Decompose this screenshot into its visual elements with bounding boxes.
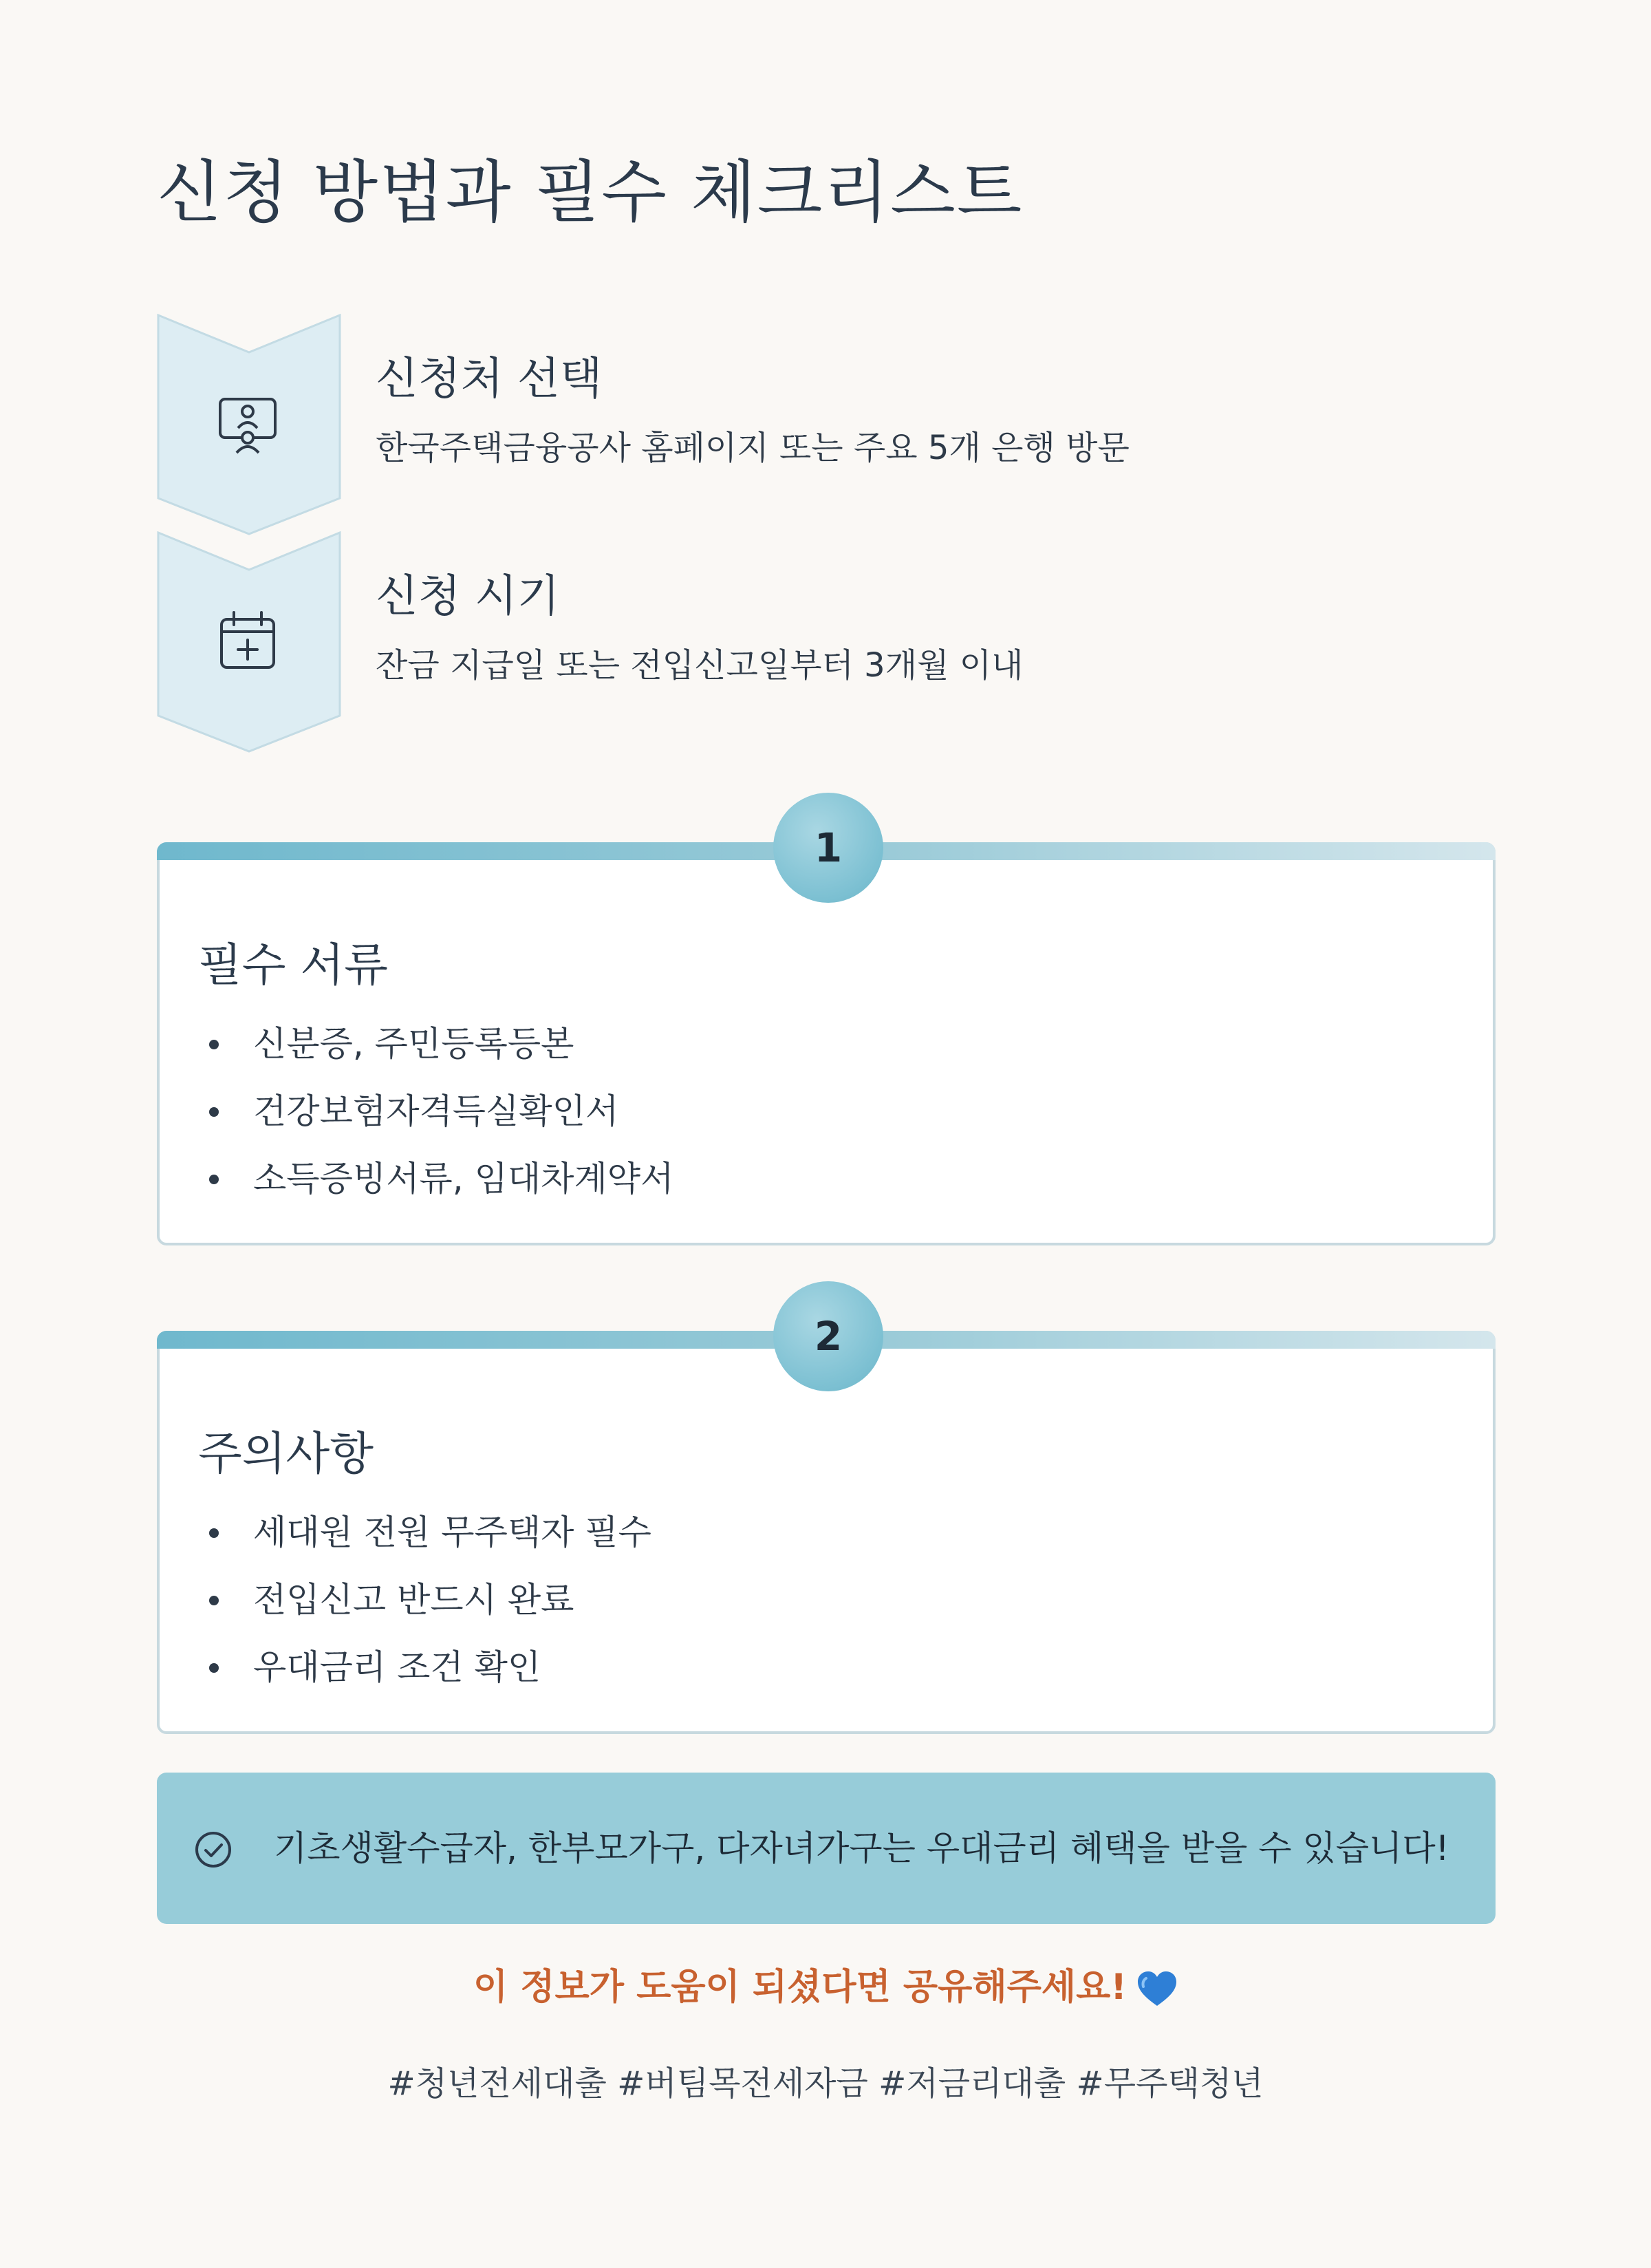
- list-item-text: 신분증, 주민등록등본: [253, 1024, 574, 1064]
- step-description: 한국주택금융공사 홈페이지 또는 주요 5개 은행 방문: [376, 429, 1130, 467]
- check-circle-icon: [194, 1830, 233, 1869]
- list-item: [198, 1499, 651, 1566]
- list-item: [198, 1145, 673, 1212]
- card-number-badge: 2: [773, 1281, 883, 1391]
- list-item-text: 우대금리 조건 확인: [253, 1647, 541, 1687]
- list-item-text: 건강보험자격득실확인서: [253, 1091, 619, 1131]
- step-apply-location: [157, 314, 1498, 534]
- card-number-badge: 1: [773, 793, 883, 903]
- step-title: 신청처 선택: [376, 354, 603, 405]
- list-item-text: 세대원 전원 무주택자 필수: [253, 1512, 651, 1552]
- bullet-icon: [209, 1528, 219, 1538]
- required-documents-card: [157, 824, 1496, 1245]
- list-item: [198, 1010, 673, 1078]
- bullet-icon: [209, 1663, 219, 1673]
- preferential-rate-notice: [157, 1773, 1496, 1924]
- share-callout: [0, 1960, 1651, 2015]
- list-item: [198, 1078, 673, 1145]
- page-title: 신청 방법과 필수 체크리스트: [157, 153, 1024, 232]
- bullet-icon: [209, 1596, 219, 1605]
- step-title: 신청 시기: [376, 571, 560, 622]
- list-item: [198, 1566, 651, 1634]
- bullet-icon: [209, 1040, 219, 1049]
- card-list: [198, 1499, 651, 1701]
- hashtags: #청년전세대출 #버팀목전세자금 #저금리대출 #무주택청년: [387, 2064, 1264, 2103]
- step-description: 잔금 지급일 또는 전입신고일부터 3개월 이내: [376, 646, 1024, 685]
- share-text: 이 정보가 도움이 되셨다면 공유해주세요!: [473, 1967, 1127, 2008]
- card-title: 필수 서류: [198, 939, 389, 992]
- video-call-icon: [213, 389, 282, 458]
- blue-heart-icon: [1136, 1970, 1178, 2009]
- cautions-card: [157, 1313, 1496, 1734]
- list-item-text: 소득증빙서류, 임대차계약서: [253, 1159, 674, 1199]
- card-title: 주의사항: [198, 1427, 374, 1480]
- bullet-icon: [209, 1175, 219, 1184]
- step-apply-timing: [157, 531, 1498, 751]
- list-item: [198, 1634, 651, 1701]
- notice-text: 기초생활수급자, 한부모가구, 다자녀가구는 우대금리 혜택을 받을 수 있습니다!: [274, 1828, 1449, 1868]
- calendar-plus-icon: [213, 607, 282, 676]
- list-item-text: 전입신고 반드시 완료: [253, 1580, 574, 1620]
- card-list: [198, 1010, 673, 1212]
- bullet-icon: [209, 1107, 219, 1117]
